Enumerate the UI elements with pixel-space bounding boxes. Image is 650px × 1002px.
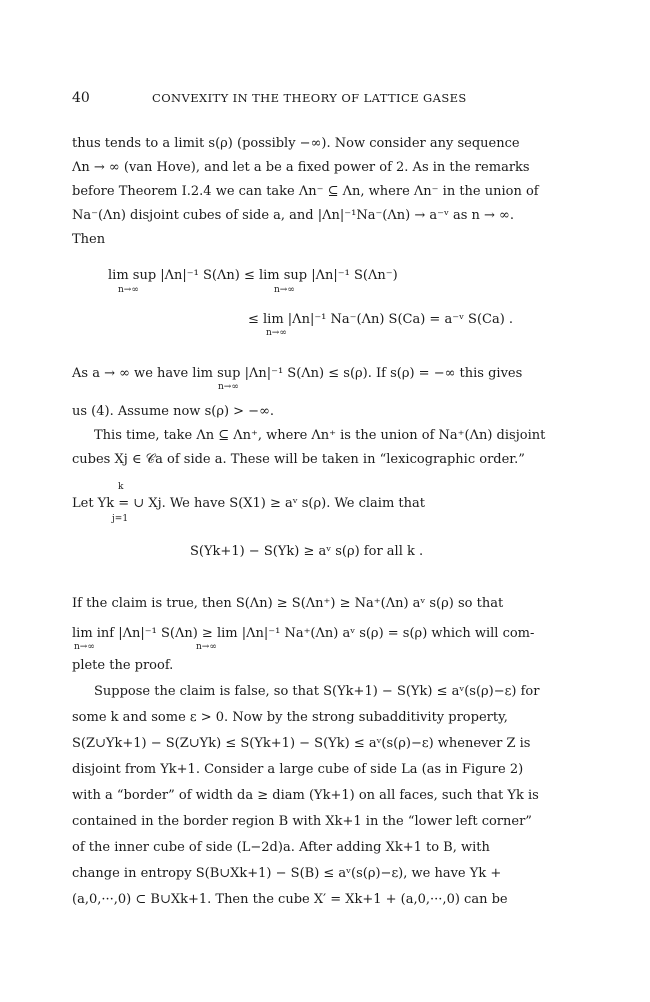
running-title: CONVEXITY IN THE THEORY OF LATTICE GASES <box>152 91 467 105</box>
equation-1: lim sup |Λn|⁻¹ S(Λn) ≤ lim sup |Λn|⁻¹ S(Λn⁻) <box>108 268 398 283</box>
page-number: 40 <box>72 90 90 106</box>
text-line-18: with a “border” of width da ≥ diam (Yk+1) on all faces, such that Yk is <box>72 788 539 803</box>
union-upper-index: k <box>118 482 124 492</box>
text-line-2: Λn → ∞ (van Hove), and let a be a fixed power of 2. As in the remarks <box>72 160 530 175</box>
text-line-21: change in entropy S(B∪Xk+1) − S(B) ≤ aᵛ(s(ρ)−ε), we have Yk + <box>72 866 502 881</box>
text-line-6-limit-sub: n→∞ <box>218 382 239 392</box>
text-line-20: of the inner cube of side (L−2d)a. After adding Xk+1 to B, with <box>72 840 490 855</box>
union-lower-index: j=1 <box>112 514 129 524</box>
equation-1-limit-sub-1: n→∞ <box>118 285 139 295</box>
text-line-17: disjoint from Yk+1. Consider a large cube of side La (as in Figure 2) <box>72 762 524 777</box>
text-line-19: contained in the border region B with Xk+1 in the “lower left corner” <box>72 814 532 829</box>
text-line-22: (a,0,···,0) ⊂ B∪Xk+1. Then the cube X′ = Xk+1 + (a,0,···,0) can be <box>72 892 508 907</box>
text-line-6: As a → ∞ we have lim sup |Λn|⁻¹ S(Λn) ≤ s(ρ). If s(ρ) = −∞ this gives <box>72 366 523 381</box>
text-line-12-limit-sub-1: n→∞ <box>74 642 95 652</box>
equation-3: S(Yk+1) − S(Yk) ≥ aᵛ s(ρ) for all k . <box>190 544 424 559</box>
text-line-1: thus tends to a limit s(ρ) (possibly −∞). Now consider any sequence <box>72 136 520 151</box>
text-line-11: If the claim is true, then S(Λn) ≥ S(Λn⁺) ≥ Na⁺(Λn) aᵛ s(ρ) so that <box>72 596 504 611</box>
text-line-9: cubes Xj ∈ 𝒞a of side a. These will be taken in “lexicographic order.” <box>72 452 525 467</box>
equation-2-limit-sub: n→∞ <box>266 328 287 338</box>
equation-2: ≤ lim |Λn|⁻¹ Na⁻(Λn) S(Ca) = a⁻ᵛ S(Ca) . <box>248 312 514 327</box>
text-line-12: lim inf |Λn|⁻¹ S(Λn) ≥ lim |Λn|⁻¹ Na⁺(Λn) aᵛ s(ρ) = s(ρ) which will com- <box>72 626 535 641</box>
text-line-8: This time, take Λn ⊆ Λn⁺, where Λn⁺ is the union of Na⁺(Λn) disjoint <box>94 428 546 443</box>
text-line-14: Suppose the claim is false, so that S(Yk+1) − S(Yk) ≤ aᵛ(s(ρ)−ε) for <box>94 684 540 699</box>
text-line-12-limit-sub-2: n→∞ <box>196 642 217 652</box>
text-line-5: Then <box>72 232 106 247</box>
equation-1-limit-sub-2: n→∞ <box>274 285 295 295</box>
text-line-16: S(Z∪Yk+1) − S(Z∪Yk) ≤ S(Yk+1) − S(Yk) ≤ aᵛ(s(ρ)−ε) whenever Z is <box>72 736 531 751</box>
text-line-13: plete the proof. <box>72 658 174 673</box>
text-line-3: before Theorem I.2.4 we can take Λn⁻ ⊆ Λn, where Λn⁻ in the union of <box>72 184 539 199</box>
text-line-7: us (4). Assume now s(ρ) > −∞. <box>72 404 275 419</box>
page-header <box>72 90 572 108</box>
text-line-10: Let Yk = ∪ Xj. We have S(X1) ≥ aᵛ s(ρ). We claim that <box>72 496 425 511</box>
text-line-4: Na⁻(Λn) disjoint cubes of side a, and |Λn|⁻¹Na⁻(Λn) → a⁻ᵛ as n → ∞. <box>72 208 515 223</box>
text-line-15: some k and some ε > 0. Now by the strong subadditivity property, <box>72 710 508 725</box>
